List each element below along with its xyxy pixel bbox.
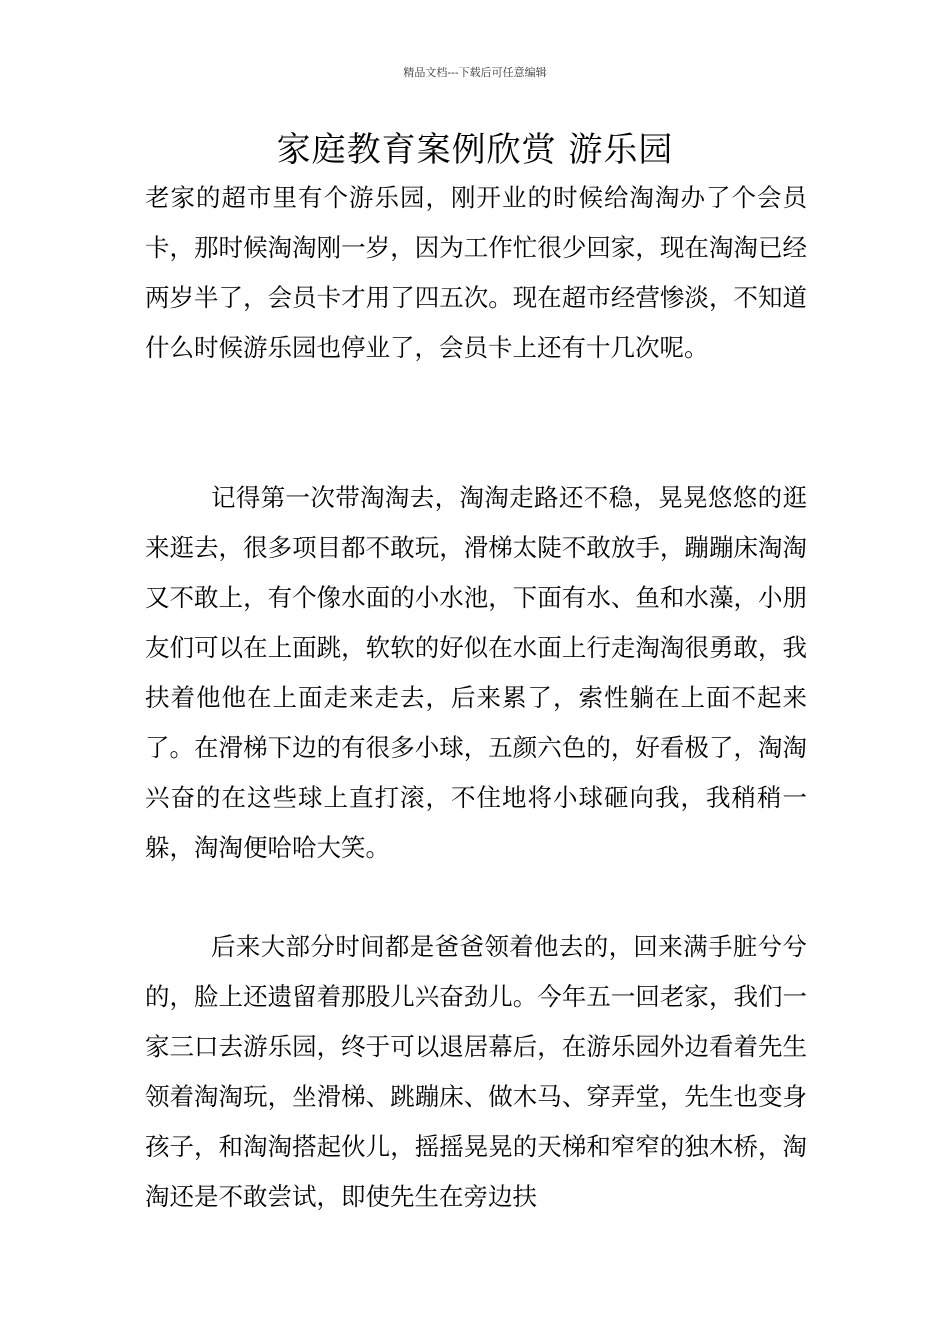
document-title: 家庭教育案例欣赏 游乐园 [276, 130, 674, 170]
paragraph-1: 老家的超市里有个游乐园，刚开业的时候给淘淘办了个会员卡，那时候淘淘刚一岁，因为工作忙很少回家，现在淘淘已经两岁半了，会员卡才用了四五次。现在超市经营惨淡，不知道什么时候游乐园也停业了，会员卡上还有十几次呢。 [145, 183, 807, 362]
header-note: 精品文档---下载后可任意编辑 [403, 66, 547, 79]
paragraph-3: 后来大部分时间都是爸爸领着他去的，回来满手脏兮兮的，脸上还遗留着那股儿兴奋劲儿。今年五一回老家，我们一家三口去游乐园，终于可以退居幕后，在游乐园外边看着先生领着淘淘玩，坐滑梯、跳蹦床、做木马、穿弄堂，先生也变身孩子，和淘淘搭起伙儿，摇摇晃晃的天梯和窄窄的独木桥，淘淘还是不敢尝试，即使先生在旁边扶 [145, 932, 807, 1211]
paragraph-2: 记得第一次带淘淘去，淘淘走路还不稳，晃晃悠悠的逛来逛去，很多项目都不敢玩，滑梯太陡不敢放手，蹦蹦床淘淘又不敢上，有个像水面的小水池，下面有水、鱼和水藻，小朋友们可以在上面跳，软软的好似在水面上行走淘淘很勇敢，我扶着他他在上面走来走去，后来累了，索性躺在上面不起来了。在滑梯下边的有很多小球，五颜六色的，好看极了，淘淘兴奋的在这些球上直打滚，不住地将小球砸向我，我稍稍一躲，淘淘便哈哈大笑。 [145, 483, 807, 862]
